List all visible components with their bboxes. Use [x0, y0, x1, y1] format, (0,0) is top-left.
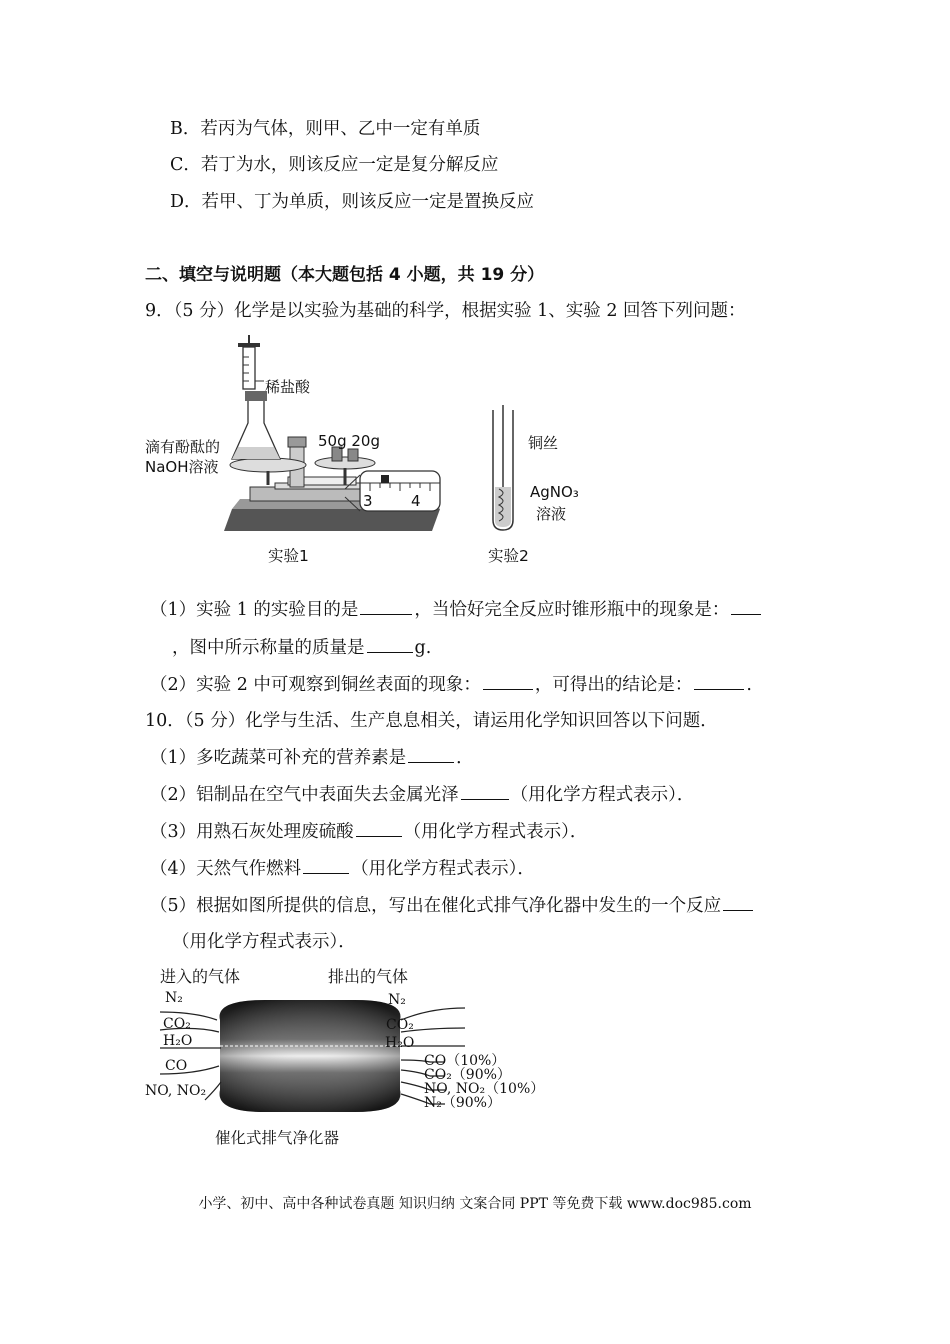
answer-blank[interactable]	[723, 894, 753, 911]
acid-label: 稀盐酸	[265, 378, 311, 396]
experiment-2-drawing	[485, 405, 525, 605]
option-d: D．若甲、丁为单质，则该反应一定是置换反应	[170, 192, 535, 212]
out-mix-nox: NO, NO₂（10%）	[424, 1081, 545, 1097]
q9-stem: 9．（5 分）化学是以实验为基础的科学，根据实验 1、实验 2 回答下列问题：	[145, 301, 746, 321]
section-title: 二、填空与说明题（本大题包括 4 小题，共 19 分）	[145, 265, 545, 285]
answer-blank[interactable]	[360, 598, 412, 615]
out-gas-n2: N₂	[388, 992, 406, 1008]
agno3-label: AgNO₃	[530, 483, 579, 501]
out-mix-n2: N₂（90%）	[424, 1095, 501, 1111]
answer-blank[interactable]	[483, 673, 533, 690]
option-c: C．若丁为水，则该反应一定是复分解反应	[170, 155, 499, 175]
in-gases-title: 进入的气体	[160, 967, 241, 986]
answer-blank[interactable]	[731, 598, 761, 615]
q9-part1-line1: （1）实验 1 的实验目的是 ，当恰好完全反应时锥形瓶中的现象是：	[150, 598, 763, 621]
scale-mark-3: 3	[363, 492, 373, 510]
in-gas-n2: N₂	[165, 990, 183, 1006]
in-gas-h2o: H₂O	[163, 1033, 193, 1049]
solution-label: 溶液	[536, 505, 567, 523]
flask-label-2: NaOH溶液	[145, 458, 219, 476]
flask-label-1: 滴有酚酞的	[145, 438, 221, 456]
converter-caption: 催化式排气净化器	[215, 1129, 340, 1147]
out-mix-co2: CO₂（90%）	[424, 1067, 511, 1083]
q10-part1: （1）多吃蔬菜可补充的营养素是 ．	[150, 748, 474, 768]
q10-part4: （4）天然气作燃料 （用化学方程式表示）．	[150, 859, 535, 879]
q10-stem: 10．（5 分）化学与生活、生产息息相关，请运用化学知识回答以下问题．	[145, 711, 718, 731]
q10-part3: （3）用熟石灰处理废硫酸 （用化学方程式表示）．	[150, 822, 588, 842]
in-gas-nox: NO, NO₂	[145, 1083, 207, 1099]
q10-part5-line1: （5）根据如图所提供的信息，写出在催化式排气净化器中发生的一个反应	[150, 894, 755, 917]
q10-part2: （2）铝制品在空气中表面失去金属光泽 （用化学方程式表示）．	[150, 785, 695, 805]
wire-label: 铜丝	[528, 434, 559, 452]
answer-blank[interactable]	[461, 783, 509, 800]
experiment-2-caption: 实验2	[488, 547, 529, 565]
out-mix-co: CO（10%）	[424, 1053, 506, 1069]
answer-blank[interactable]	[303, 857, 349, 874]
q10-part5-line2: （用化学方程式表示）．	[172, 932, 356, 952]
in-gas-co: CO	[165, 1058, 188, 1074]
answer-blank[interactable]	[356, 820, 402, 837]
weights-label: 50g 20g	[318, 432, 380, 450]
answer-blank[interactable]	[408, 746, 454, 763]
page-footer: 小学、初中、高中各种试卷真题 知识归纳 文案合同 PPT 等免费下载 www.doc985.com	[198, 1196, 752, 1212]
in-gas-co2: CO₂	[163, 1016, 191, 1032]
answer-blank[interactable]	[694, 673, 744, 690]
option-b: B．若丙为气体，则甲、乙中一定有单质	[170, 119, 481, 139]
answer-blank[interactable]	[367, 636, 413, 653]
out-gas-h2o: H₂O	[385, 1035, 415, 1051]
q9-part2: （2）实验 2 中可观察到铜丝表面的现象： ，可得出的结论是： .	[150, 675, 752, 695]
out-gas-co2: CO₂	[386, 1017, 414, 1033]
q9-part1-line2: ，图中所示称量的质量是 g.	[172, 638, 432, 658]
out-gases-title: 排出的气体	[328, 967, 409, 986]
experiment-1-caption: 实验1	[268, 547, 309, 565]
scale-mark-4: 4	[411, 492, 421, 510]
